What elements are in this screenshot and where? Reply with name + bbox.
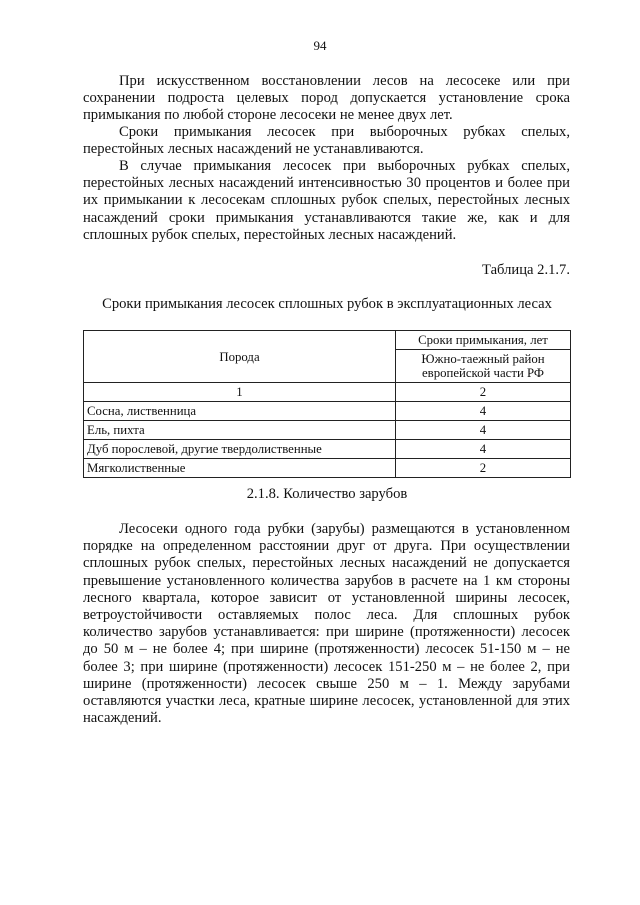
header-terms: Сроки примыкания, лет	[396, 331, 571, 350]
table-label: Таблица 2.1.7.	[482, 262, 570, 278]
adjacency-terms-table	[83, 330, 571, 478]
page-number: 94	[313, 38, 327, 53]
species-cell: Сосна, лиственница	[84, 402, 396, 421]
table-caption: Сроки примыкания лесосек сплошных рубок в эксплуатационных лесах	[102, 296, 552, 312]
paragraph-selective-felling: Сроки примыкания лесосек при выборочных рубках спелых, перестойных лесных насаждений не устанавливаются.	[83, 124, 570, 158]
header-species: Порода	[84, 331, 396, 383]
value-cell: 2	[396, 459, 571, 478]
species-cell: Мягколиственные	[84, 459, 396, 478]
header-region: Южно-таежный район европейской части РФ	[396, 350, 571, 383]
col-number-2: 2	[396, 383, 571, 402]
col-number-1: 1	[84, 383, 396, 402]
table-header-row	[84, 331, 571, 350]
paragraph-adjacency-intensity: В случае примыкания лесосек при выборочных рубках спелых, перестойных лесных насаждений интенсивностью 30 процентов и более при их примыкании к лесосекам сплошных рубок спелых, перестойных лесных насаждений сроки примыкания устанавливаются такие же, как и для сплошных рубок спелых, перестойных лесных насаждений.	[83, 158, 570, 243]
table-row	[84, 421, 571, 440]
table-row	[84, 440, 571, 459]
section-heading: 2.1.8. Количество зарубов	[246, 486, 408, 502]
paragraph-cutting-areas: Лесосеки одного года рубки (зарубы) размещаются в установленном порядке на определенном расстоянии друг от друга. При осуществлении сплошных рубок спелых, перестойных лесных насаждений не допускается превышение установленного количества зарубов в расчете на 1 км стороны лесного квартала, которое зависит от установленной ширины лесосек, ветроустойчивости оставляемых полос леса. Для сплошных рубок количество зарубов устанавливается: при ширине (протяженности) лесосек до 50 м – не более 4; при ширине (протяженности) лесосек 51-150 м – не более 3; при ширине (протяженности) лесосек 151-250 м – не более 2, при ширине (протяженности) лесосек свыше 250 м – 1. Между зарубами оставляются участки леса, кратные ширине лесосек, установленной для этих насаждений.	[83, 521, 570, 727]
value-cell: 4	[396, 402, 571, 421]
paragraph-artificial-restoration: При искусственном восстановлении лесов на лесосеке или при сохранении подроста целевых пород допускается установление срока примыкания по любой стороне лесосеки не менее двух лет.	[83, 73, 570, 124]
table-col-number-row	[84, 383, 571, 402]
table-row	[84, 459, 571, 478]
value-cell: 4	[396, 421, 571, 440]
table-row	[84, 402, 571, 421]
species-cell: Ель, пихта	[84, 421, 396, 440]
species-cell: Дуб порослевой, другие твердолиственные	[84, 440, 396, 459]
value-cell: 4	[396, 440, 571, 459]
